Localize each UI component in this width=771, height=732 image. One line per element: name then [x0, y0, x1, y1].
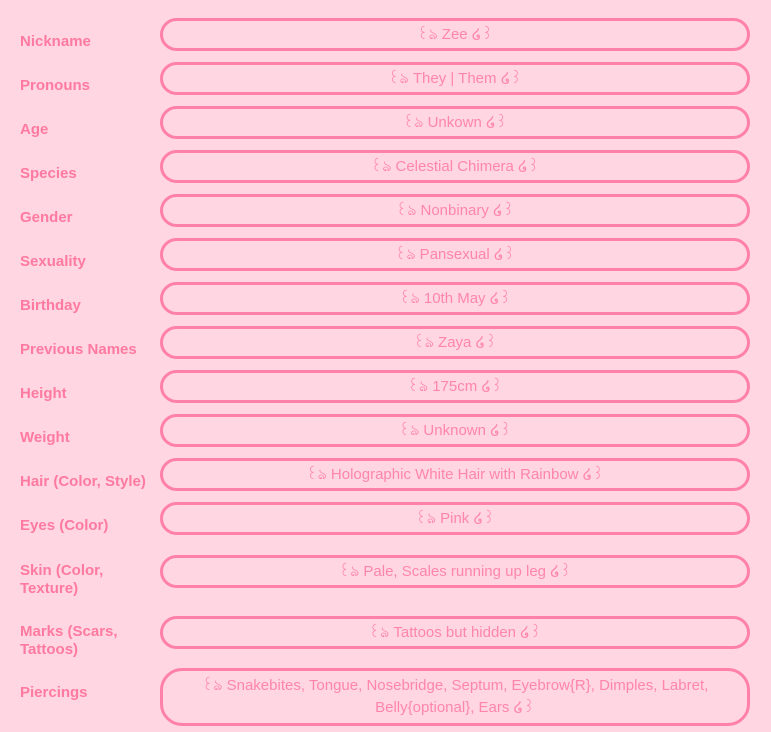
field-value: ꒰ঌ Snakebites, Tongue, Nosebridge, Septum, Eyebrow{R}, Dimples, Labret, Belly{optional}, Ears ໒꒱ — [160, 668, 750, 726]
field-label: Weight — [20, 429, 70, 446]
field-value: ꒰ঌ Nonbinary ໒꒱ — [160, 194, 750, 227]
field-value: ꒰ঌ Unknown ໒꒱ — [160, 414, 750, 447]
field-value: ꒰ঌ Zee ໒꒱ — [160, 18, 750, 51]
field-label: Gender — [20, 209, 73, 226]
field-label: Previous Names — [20, 341, 137, 358]
field-value: ꒰ঌ Pink ໒꒱ — [160, 502, 750, 535]
field-label: Skin (Color, Texture) — [20, 562, 104, 597]
field-label: Height — [20, 385, 67, 402]
field-value: ꒰ঌ Celestial Chimera ໒꒱ — [160, 150, 750, 183]
field-label: Sexuality — [20, 253, 86, 270]
field-label: Hair (Color, Style) — [20, 473, 146, 490]
field-value: ꒰ঌ 175cm ໒꒱ — [160, 370, 750, 403]
field-value: ꒰ঌ Tattoos but hidden ໒꒱ — [160, 616, 750, 649]
field-label: Eyes (Color) — [20, 517, 109, 534]
field-label: Species — [20, 165, 77, 182]
field-value: ꒰ঌ 10th May ໒꒱ — [160, 282, 750, 315]
field-label: Marks (Scars, Tattoos) — [20, 623, 118, 658]
field-label: Nickname — [20, 33, 91, 50]
field-value: ꒰ঌ They | Them ໒꒱ — [160, 62, 750, 95]
field-value: ꒰ঌ Holographic White Hair with Rainbow ໒꒱ — [160, 458, 750, 491]
field-value: ꒰ঌ Unkown ໒꒱ — [160, 106, 750, 139]
field-label: Age — [20, 121, 49, 138]
field-label: Pronouns — [20, 77, 90, 94]
field-value: ꒰ঌ Pansexual ໒꒱ — [160, 238, 750, 271]
field-label: Piercings — [20, 684, 88, 701]
field-label: Birthday — [20, 297, 81, 314]
field-value: ꒰ঌ Zaya ໒꒱ — [160, 326, 750, 359]
field-value: ꒰ঌ Pale, Scales running up leg ໒꒱ — [160, 555, 750, 588]
